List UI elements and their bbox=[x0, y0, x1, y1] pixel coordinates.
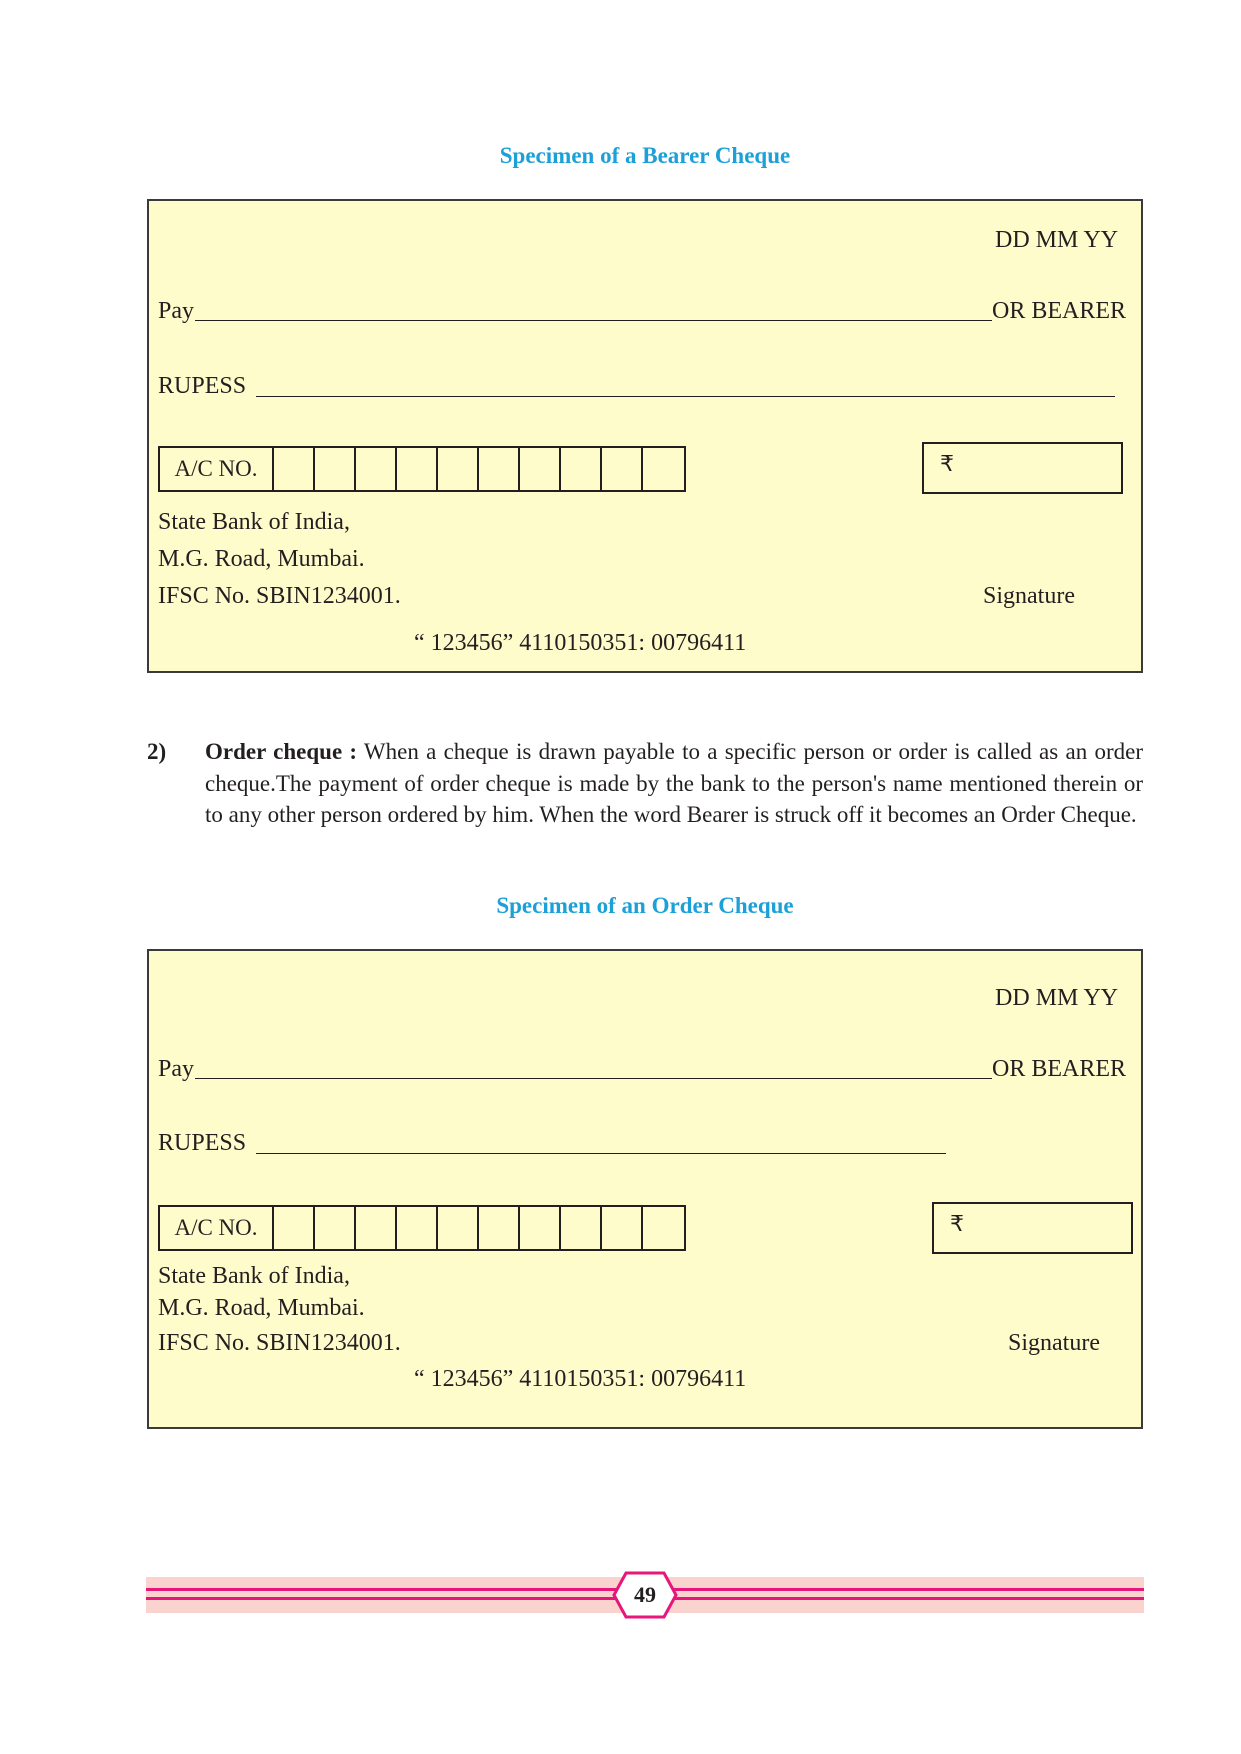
signature-label: Signature bbox=[983, 583, 1075, 609]
account-number-box bbox=[158, 1205, 686, 1251]
rupees-label: RUPESS bbox=[158, 373, 247, 399]
account-number-label: A/C NO. bbox=[160, 448, 274, 490]
signature-label: Signature bbox=[1008, 1330, 1100, 1356]
account-digit-cell bbox=[315, 1207, 356, 1249]
page-number: 49 bbox=[634, 1582, 656, 1607]
rupees-line bbox=[256, 1153, 946, 1154]
order-cheque bbox=[147, 949, 1143, 1429]
account-digit-cell bbox=[520, 448, 561, 490]
account-number-box bbox=[158, 446, 686, 492]
bank-address: M.G. Road, Mumbai. bbox=[158, 1295, 365, 1321]
account-digit-cell bbox=[274, 448, 315, 490]
bearer-cheque bbox=[147, 199, 1143, 673]
page-footer bbox=[146, 1577, 1144, 1613]
bearer-cheque-heading: Specimen of a Bearer Cheque bbox=[499, 143, 791, 168]
bank-name: State Bank of India, bbox=[158, 509, 350, 535]
order-cheque-text bbox=[205, 736, 1143, 831]
rupee-icon: ₹ bbox=[940, 452, 954, 477]
rupees-line bbox=[256, 396, 1115, 397]
account-digit-cell bbox=[643, 1207, 684, 1249]
definition-text: When a cheque is drawn payable to a specific person or order is called as an order cheque.The payment of order cheque is made by the bank to the person's name mentioned therein or to any other person ordered by him. When the word Bearer is struck off it becomes an Order Cheque. bbox=[205, 739, 1143, 827]
bank-name: State Bank of India, bbox=[158, 1263, 350, 1289]
payee-line bbox=[195, 1078, 992, 1079]
or-bearer-label: OR BEARER bbox=[992, 298, 1127, 324]
account-digit-cell bbox=[643, 448, 684, 490]
account-digit-cell bbox=[315, 448, 356, 490]
bank-address: M.G. Road, Mumbai. bbox=[158, 546, 365, 572]
order-cheque-heading: Specimen of an Order Cheque bbox=[496, 893, 794, 918]
date-label: DD MM YY bbox=[995, 985, 1119, 1011]
pay-label: Pay bbox=[158, 1056, 194, 1082]
account-digit-cell bbox=[561, 448, 602, 490]
amount-box bbox=[922, 442, 1123, 494]
pay-label: Pay bbox=[158, 298, 194, 324]
account-digit-cell bbox=[602, 1207, 643, 1249]
account-number-label: A/C NO. bbox=[160, 1207, 274, 1249]
amount-box bbox=[932, 1202, 1133, 1254]
micr-code: “ 123456” 4110150351: 00796411 bbox=[414, 1366, 747, 1392]
account-digit-cell bbox=[438, 448, 479, 490]
account-digit-cell bbox=[356, 1207, 397, 1249]
account-digit-cell bbox=[274, 1207, 315, 1249]
account-digit-cell bbox=[479, 448, 520, 490]
order-cheque-paragraph bbox=[147, 736, 1143, 866]
account-digit-cell bbox=[356, 448, 397, 490]
term-label: Order cheque : bbox=[205, 739, 358, 764]
item-number: 2) bbox=[147, 739, 167, 764]
ifsc-code: IFSC No. SBIN1234001. bbox=[158, 583, 401, 609]
account-digit-cell bbox=[602, 448, 643, 490]
micr-code: “ 123456” 4110150351: 00796411 bbox=[414, 630, 747, 656]
account-digit-cell bbox=[479, 1207, 520, 1249]
account-digit-cell bbox=[397, 448, 438, 490]
account-digit-cell bbox=[438, 1207, 479, 1249]
ifsc-code: IFSC No. SBIN1234001. bbox=[158, 1330, 401, 1356]
or-bearer-label: OR BEARER bbox=[992, 1056, 1127, 1082]
account-digit-cell bbox=[397, 1207, 438, 1249]
rupees-label: RUPESS bbox=[158, 1130, 247, 1156]
account-digit-cell bbox=[520, 1207, 561, 1249]
page-number-badge bbox=[612, 1571, 678, 1619]
date-label: DD MM YY bbox=[995, 227, 1119, 253]
account-digit-cell bbox=[561, 1207, 602, 1249]
rupee-icon: ₹ bbox=[950, 1212, 964, 1237]
payee-line bbox=[195, 320, 992, 321]
